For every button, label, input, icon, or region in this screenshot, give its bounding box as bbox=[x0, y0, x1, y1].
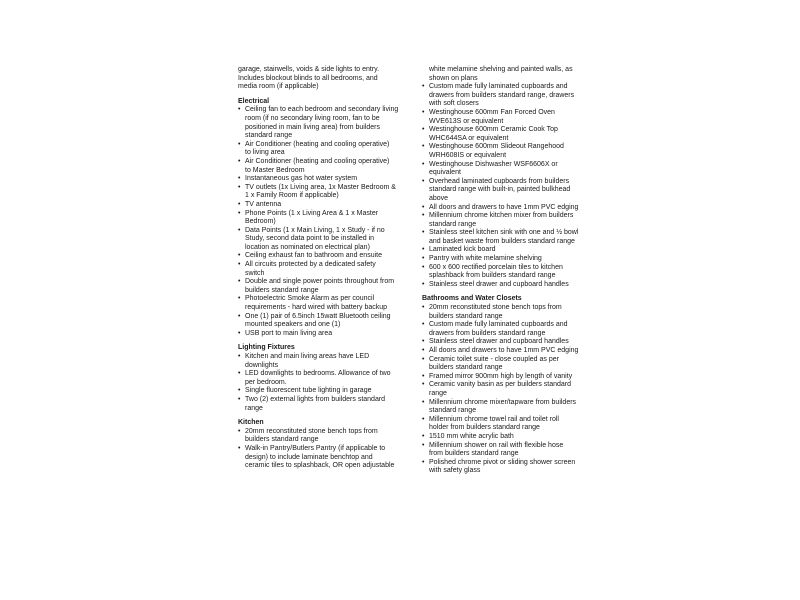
text-line: splashback from builders standard range bbox=[429, 272, 556, 280]
text-line: standard range bbox=[429, 220, 477, 228]
text-line: Overhead laminated cupboards from builders bbox=[429, 177, 570, 185]
text-line: Millennium chrome kitchen mixer from builders bbox=[429, 212, 574, 220]
list-item bbox=[422, 212, 590, 229]
text-line: Double and single power points throughout from bbox=[245, 278, 395, 286]
lighting-list bbox=[238, 353, 406, 413]
list-item bbox=[422, 246, 590, 255]
text-line: TV antenna bbox=[245, 200, 282, 208]
text-line: Ceiling exhaust fan to bathroom and ensuite bbox=[245, 252, 382, 260]
kitchen-list-continued bbox=[422, 83, 590, 289]
text-line: 20mm reconstituted stone bench tops from bbox=[245, 427, 378, 435]
list-item bbox=[238, 370, 406, 387]
text-line: Framed mirror 900mm high by length of vanity bbox=[429, 372, 573, 380]
text-line: holder from builders standard range bbox=[429, 424, 540, 432]
text-line: Millennium shower on rail with flexible hose bbox=[429, 441, 564, 449]
text-line: Includes blockout blinds to all bedrooms, and bbox=[238, 74, 378, 82]
text-line: Single fluorescent tube lighting in garage bbox=[245, 387, 372, 395]
section-heading-lighting: Lighting Fixtures bbox=[238, 344, 295, 352]
list-item bbox=[422, 143, 590, 160]
text-line: Study, second data point to be installed in bbox=[245, 235, 375, 243]
text-line: per bedroom. bbox=[245, 378, 287, 386]
list-item bbox=[238, 428, 406, 445]
list-item bbox=[422, 356, 590, 373]
text-line: Pantry with white melamine shelving bbox=[429, 255, 542, 263]
text-line: standard range with built-in, painted bulkhead bbox=[429, 186, 571, 194]
kitchen-list bbox=[238, 428, 406, 471]
text-line: with soft closers bbox=[429, 100, 479, 108]
text-line: standard range bbox=[429, 407, 477, 415]
text-line: Westinghouse Dishwasher WSF6606X or bbox=[429, 160, 558, 168]
list-item bbox=[238, 261, 406, 278]
text-line: 1 x Family Room if applicable) bbox=[245, 192, 339, 200]
list-item bbox=[422, 255, 590, 264]
text-line: Bedroom) bbox=[245, 218, 276, 226]
list-item bbox=[238, 278, 406, 295]
list-item bbox=[238, 141, 406, 158]
text-line: builders standard range bbox=[245, 286, 319, 294]
text-line: Westinghouse 600mm Fan Forced Oven bbox=[429, 108, 555, 116]
text-line: Two (2) external lights from builders standard bbox=[245, 395, 386, 403]
right-column bbox=[422, 66, 590, 476]
list-item bbox=[422, 109, 590, 126]
section-heading-kitchen: Kitchen bbox=[238, 419, 264, 427]
text-line: Air Conditioner (heating and cooling operative) bbox=[245, 157, 390, 165]
text-line: Millennium chrome towel rail and toilet roll bbox=[429, 415, 559, 423]
text-line: ceramic tiles to splashback, OR open adjustable bbox=[245, 462, 395, 470]
list-item bbox=[238, 210, 406, 227]
text-line: to Master Bedroom bbox=[245, 166, 305, 174]
list-item bbox=[238, 396, 406, 413]
text-line: Custom made fully laminated cupboards and bbox=[429, 83, 568, 91]
list-item bbox=[238, 252, 406, 261]
list-item bbox=[238, 387, 406, 396]
text-line: media room (if applicable) bbox=[238, 83, 319, 91]
text-line: Stainless steel drawer and cupboard handles bbox=[429, 280, 569, 288]
section-heading-bathrooms: Bathrooms and Water Closets bbox=[422, 295, 522, 303]
text-line: location as nominated on electrical plan) bbox=[245, 243, 370, 251]
text-line: standard range bbox=[245, 132, 293, 140]
list-item bbox=[422, 442, 590, 459]
list-item bbox=[238, 295, 406, 312]
list-item bbox=[238, 201, 406, 210]
text-line: white melamine shelving and painted walls, as bbox=[429, 66, 573, 73]
list-item bbox=[238, 330, 406, 339]
section-heading-electrical: Electrical bbox=[238, 97, 270, 105]
text-line: Westinghouse 600mm Ceramic Cook Top bbox=[429, 126, 558, 134]
text-line: downlights bbox=[245, 361, 279, 369]
electrical-list bbox=[238, 106, 406, 338]
list-item bbox=[238, 175, 406, 184]
text-line: builders standard range bbox=[245, 436, 319, 444]
list-item bbox=[422, 347, 590, 356]
text-line: Ceramic toilet suite - close coupled as per bbox=[429, 355, 559, 363]
list-item bbox=[422, 126, 590, 143]
text-line: range bbox=[429, 389, 447, 397]
list-item bbox=[422, 264, 590, 281]
text-line: with safety glass bbox=[429, 467, 481, 475]
text-line: Instantaneous gas hot water system bbox=[245, 175, 358, 183]
text-line: LED downlights to bedrooms. Allowance of two bbox=[245, 370, 391, 378]
list-item bbox=[238, 158, 406, 175]
text-line: and basket waste from builders standard range bbox=[429, 237, 575, 245]
text-line: builders standard range bbox=[429, 364, 503, 372]
text-line: requirements - hard wired with battery backup bbox=[245, 304, 388, 312]
list-item bbox=[422, 204, 590, 213]
text-line: Phone Points (1 x Living Area & 1 x Master bbox=[245, 209, 379, 217]
text-line: Air Conditioner (heating and cooling operative) bbox=[245, 140, 390, 148]
text-line: One (1) pair of 6.5inch 15watt Bluetooth ceiling bbox=[245, 312, 391, 320]
text-line: Data Points (1 x Main Living, 1 x Study - if no bbox=[245, 226, 385, 234]
text-line: Stainless steel drawer and cupboard handles bbox=[429, 338, 569, 346]
text-line: equivalent bbox=[429, 169, 461, 177]
text-line: room (if no secondary living room, fan to be bbox=[245, 114, 380, 122]
text-line: positioned in main living area) from builders bbox=[245, 123, 381, 131]
text-line: 600 x 600 rectified porcelain tiles to kitchen bbox=[429, 263, 563, 271]
text-line: drawers from builders standard range bbox=[429, 329, 546, 337]
text-line: Polished chrome pivot or sliding shower screen bbox=[429, 458, 576, 466]
text-line: Kitchen and main living areas have LED bbox=[245, 353, 370, 360]
intro-paragraph bbox=[238, 66, 406, 92]
list-item bbox=[238, 106, 406, 140]
text-line: above bbox=[429, 194, 449, 202]
text-line: 1510 mm white acrylic bath bbox=[429, 432, 514, 440]
list-item bbox=[422, 178, 590, 204]
text-line: garage, stairwells, voids & side lights to entry. bbox=[238, 66, 380, 73]
list-item bbox=[238, 313, 406, 330]
list-item bbox=[238, 353, 406, 370]
text-line: WRH608IS or equivalent bbox=[429, 151, 507, 159]
text-line: Ceramic vanity basin as per builders standard bbox=[429, 381, 572, 389]
list-item bbox=[422, 83, 590, 109]
text-line: TV outlets (1x Living area, 1x Master Bedroom & bbox=[245, 183, 396, 191]
list-item bbox=[422, 416, 590, 433]
text-line: range bbox=[245, 404, 263, 412]
text-line: Custom made fully laminated cupboards and bbox=[429, 321, 568, 329]
text-line: from builders standard range bbox=[429, 450, 519, 458]
text-line: USB port to main living area bbox=[245, 329, 333, 337]
list-item bbox=[422, 229, 590, 246]
list-item bbox=[422, 381, 590, 398]
text-line: Walk-in Pantry/Butlers Pantry (if applicable to bbox=[245, 444, 386, 452]
list-item bbox=[422, 459, 590, 476]
text-line: builders standard range bbox=[429, 312, 503, 320]
text-line: All circuits protected by a dedicated safety bbox=[245, 261, 376, 269]
list-item bbox=[422, 281, 590, 290]
list-item bbox=[238, 184, 406, 201]
list-item bbox=[422, 433, 590, 442]
text-line: Millennium chrome mixer/tapware from builders bbox=[429, 398, 577, 406]
list-item bbox=[422, 304, 590, 321]
text-line: Westinghouse 600mm Slideout Rangehood bbox=[429, 143, 564, 151]
list-item bbox=[422, 161, 590, 178]
text-line: Ceiling fan to each bedroom and secondary living bbox=[245, 106, 399, 114]
text-line: shown on plans bbox=[429, 74, 478, 82]
list-item bbox=[238, 445, 406, 471]
text-line: 20mm reconstituted stone bench tops from bbox=[429, 304, 562, 312]
text-line: design) to include laminate benchtop and bbox=[245, 453, 373, 461]
text-line: Photoelectric Smoke Alarm as per council bbox=[245, 295, 375, 303]
list-item bbox=[422, 338, 590, 347]
list-item bbox=[238, 227, 406, 253]
text-line: WHC644SA or equivalent bbox=[429, 134, 509, 142]
list-item bbox=[422, 373, 590, 382]
bathrooms-list bbox=[422, 304, 590, 476]
text-line: All doors and drawers to have 1mm PVC edging bbox=[429, 347, 579, 354]
text-line: drawers from builders standard range, drawers bbox=[429, 91, 575, 99]
text-line: switch bbox=[245, 269, 265, 277]
list-item bbox=[422, 321, 590, 338]
left-column bbox=[238, 66, 406, 471]
kitchen-continued-text bbox=[422, 66, 590, 83]
text-line: WVE613S or equivalent bbox=[429, 117, 504, 125]
text-line: to living area bbox=[245, 149, 285, 157]
list-item bbox=[422, 399, 590, 416]
text-line: All doors and drawers to have 1mm PVC edging bbox=[429, 203, 579, 211]
text-line: Laminated kick board bbox=[429, 246, 496, 254]
text-line: mounted speakers and one (1) bbox=[245, 321, 341, 329]
text-line: Stainless steel kitchen sink with one and ½ bowl bbox=[429, 229, 579, 237]
